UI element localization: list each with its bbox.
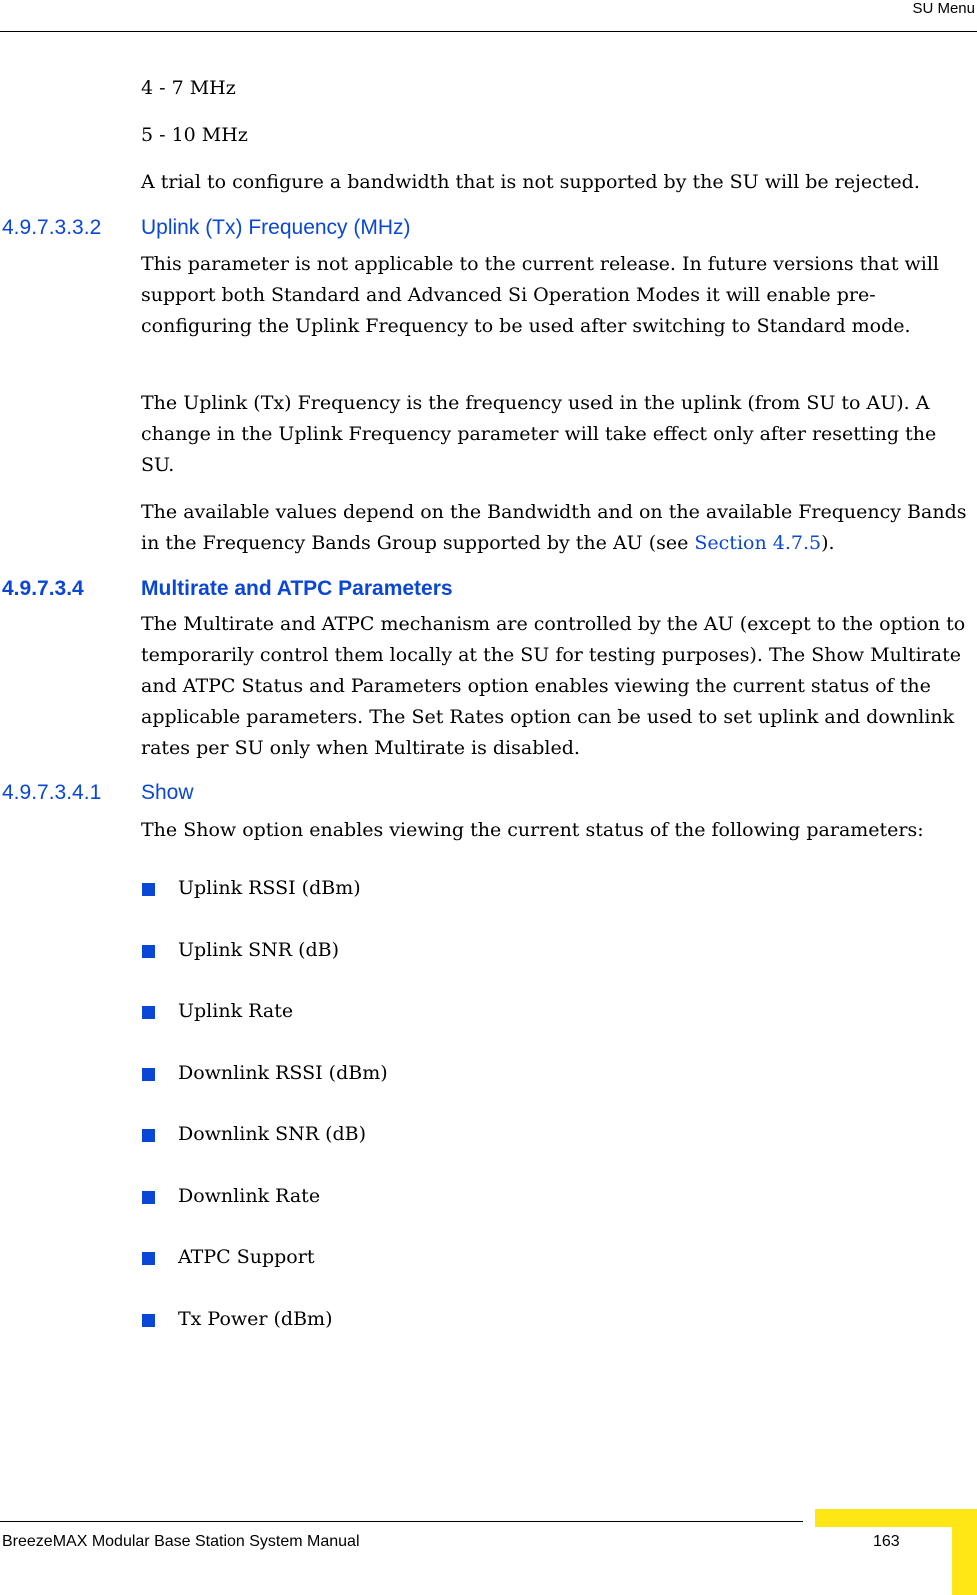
show-paragraph: The Show option enables viewing the current status of the following parameters: [141,819,924,841]
section-number-show: 4.9.7.3.4.1 [2,781,102,804]
bullet-square-icon [142,945,155,958]
bandwidth-option-2: 5 - 10 MHz [141,124,248,146]
list-item [142,877,155,901]
list-item-text: Downlink SNR (dB) [178,1123,367,1145]
list-item-text: Uplink Rate [178,1000,294,1022]
list-item-text: Uplink RSSI (dBm) [178,877,361,899]
list-item [142,1185,155,1209]
list-item-text: ATPC Support [178,1246,315,1268]
section-title-uplink: Uplink (Tx) Frequency (MHz) [141,216,411,239]
page-number: 163 [873,1533,900,1550]
list-item-text: Tx Power (dBm) [178,1308,333,1330]
section-title-show: Show [141,781,194,804]
bandwidth-note: A trial to configure a bandwidth that is not supported by the SU will be rejected. [141,171,920,193]
list-item [142,1246,155,1270]
bullet-square-icon [142,1191,155,1204]
list-item-text: Uplink SNR (dB) [178,939,340,961]
footer-rule [0,1521,803,1522]
section-link[interactable]: Section 4.7.5 [694,532,822,554]
bandwidth-option-1: 4 - 7 MHz [141,77,236,99]
bullet-square-icon [142,1314,155,1327]
running-header: SU Menu [912,0,975,17]
section-number-multirate: 4.9.7.3.4 [2,577,84,600]
list-item [142,1123,155,1147]
footer-manual-title: BreezeMAX Modular Base Station System Manual [2,1533,360,1550]
bullet-square-icon [142,1068,155,1081]
list-item [142,1000,155,1024]
list-item [142,1062,155,1086]
header-rule [0,31,977,32]
section-number-uplink: 4.9.7.3.3.2 [2,216,102,239]
multirate-paragraph: The Multirate and ATPC mechanism are controlled by the AU (except to the option to temporarily control them locally at the SU for testing purposes). The Show Multirate and ATPC Status and Parameters option enables viewing the current status of the applicable parameters. The Set Rates option can be used to set uplink and downlink rates per SU only when Multirate is disabled. [141,613,966,759]
page-tab-edge [952,1509,977,1595]
uplink-paragraph-3 [141,497,971,559]
uplink-paragraph-1: This parameter is not applicable to the current release. In future versions that will support both Standard and Advanced Si Operation Modes it will enable pre-configuring the Uplink Frequency to be used after switching to Standard mode. [141,253,939,337]
list-item [142,939,155,963]
uplink-paragraph-2: The Uplink (Tx) Frequency is the frequency used in the uplink (from SU to AU). A change in the Uplink Frequency parameter will take effect only after resetting the SU. [141,392,937,476]
list-item-text: Downlink RSSI (dBm) [178,1062,388,1084]
section-title-multirate: Multirate and ATPC Parameters [141,577,453,600]
bullet-square-icon [142,1006,155,1019]
uplink-paragraph-3-text: The available values depend on the Bandwidth and on the available Frequency Bands in the Frequency Bands Group supported by the AU (see [141,501,967,554]
bullet-square-icon [142,1252,155,1265]
uplink-paragraph-3-end: ). [821,532,835,554]
list-item [142,1308,155,1332]
list-item-text: Downlink Rate [178,1185,321,1207]
bullet-square-icon [142,883,155,896]
bullet-square-icon [142,1129,155,1142]
